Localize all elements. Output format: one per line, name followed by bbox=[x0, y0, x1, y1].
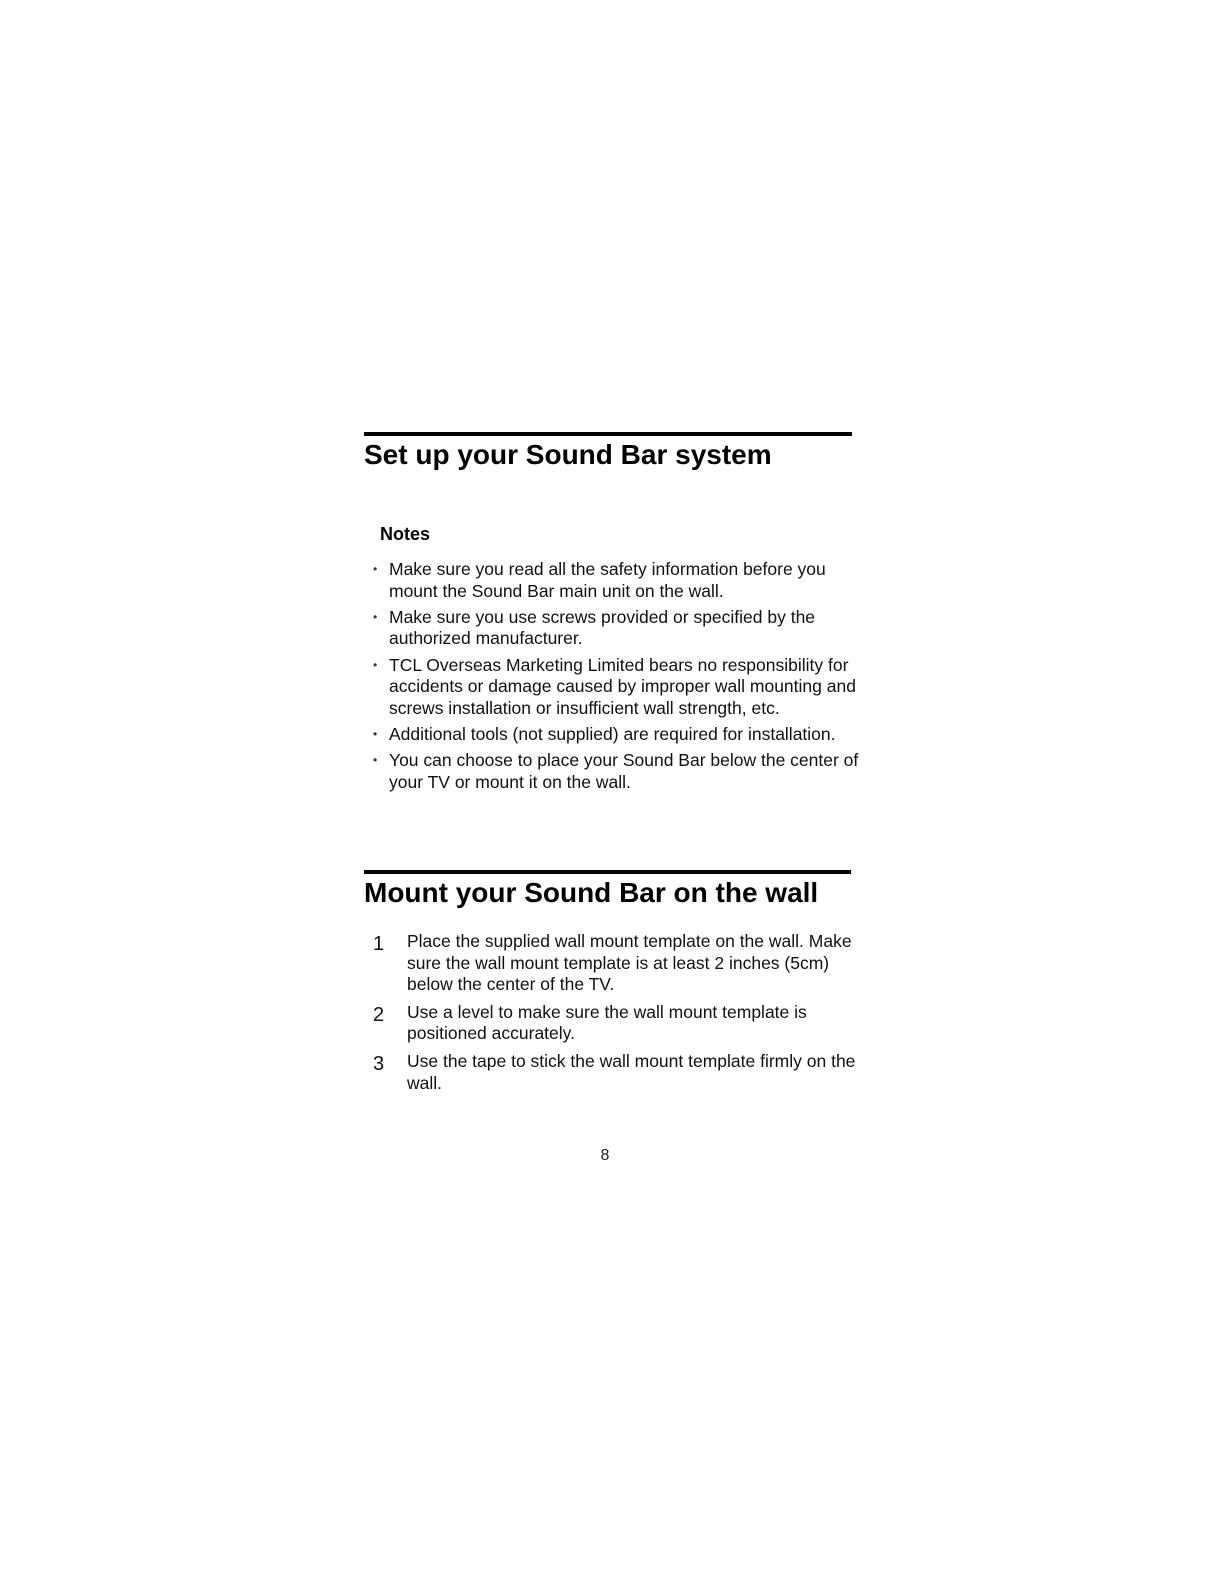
step-number: 2 bbox=[373, 1003, 385, 1026]
bullet-icon: • bbox=[373, 753, 378, 768]
step-number: 3 bbox=[373, 1052, 385, 1075]
step-number: 1 bbox=[373, 933, 385, 955]
step-item bbox=[370, 1002, 870, 1045]
note-item bbox=[370, 559, 870, 602]
note-item bbox=[370, 750, 870, 793]
notes-list bbox=[370, 559, 870, 798]
note-item bbox=[370, 655, 870, 720]
step-text: Use the tape to stick the wall mount template firmly on the wall. bbox=[407, 1050, 856, 1093]
section-divider-setup bbox=[364, 432, 852, 436]
section-title-mount: Mount your Sound Bar on the wall bbox=[364, 877, 819, 908]
bullet-icon: • bbox=[373, 726, 378, 741]
note-text: Make sure you use screws provided or specified by the authorized manufacturer. bbox=[389, 606, 816, 649]
note-item bbox=[370, 607, 870, 650]
note-text: TCL Overseas Marketing Limited bears no responsibility for accidents or damage caused by improper wall mounting and screws installation or insufficient wall strength, etc. bbox=[389, 654, 856, 718]
section-title-setup: Set up your Sound Bar system bbox=[364, 439, 772, 470]
bullet-icon: • bbox=[373, 562, 378, 576]
note-text: Make sure you read all the safety information before you mount the Sound Bar main unit on the wall. bbox=[389, 559, 826, 601]
step-text: Use a level to make sure the wall mount template is positioned accurately. bbox=[407, 1001, 807, 1044]
step-text: Place the supplied wall mount template on the wall. Make sure the wall mount template is at least 2 inches (5cm) below the center of the TV. bbox=[407, 931, 852, 995]
section-divider-mount bbox=[364, 870, 851, 874]
step-item bbox=[370, 931, 870, 996]
bullet-icon: • bbox=[373, 609, 378, 624]
page-number: 8 bbox=[600, 1147, 610, 1164]
step-item bbox=[370, 1051, 870, 1094]
note-text: You can choose to place your Sound Bar below the center of your TV or mount it on the wall. bbox=[389, 750, 859, 792]
notes-heading: Notes bbox=[380, 524, 431, 544]
steps-list bbox=[370, 931, 870, 1100]
note-item bbox=[370, 724, 870, 746]
note-text: Additional tools (not supplied) are required for installation. bbox=[389, 723, 836, 744]
bullet-icon: • bbox=[373, 657, 378, 672]
